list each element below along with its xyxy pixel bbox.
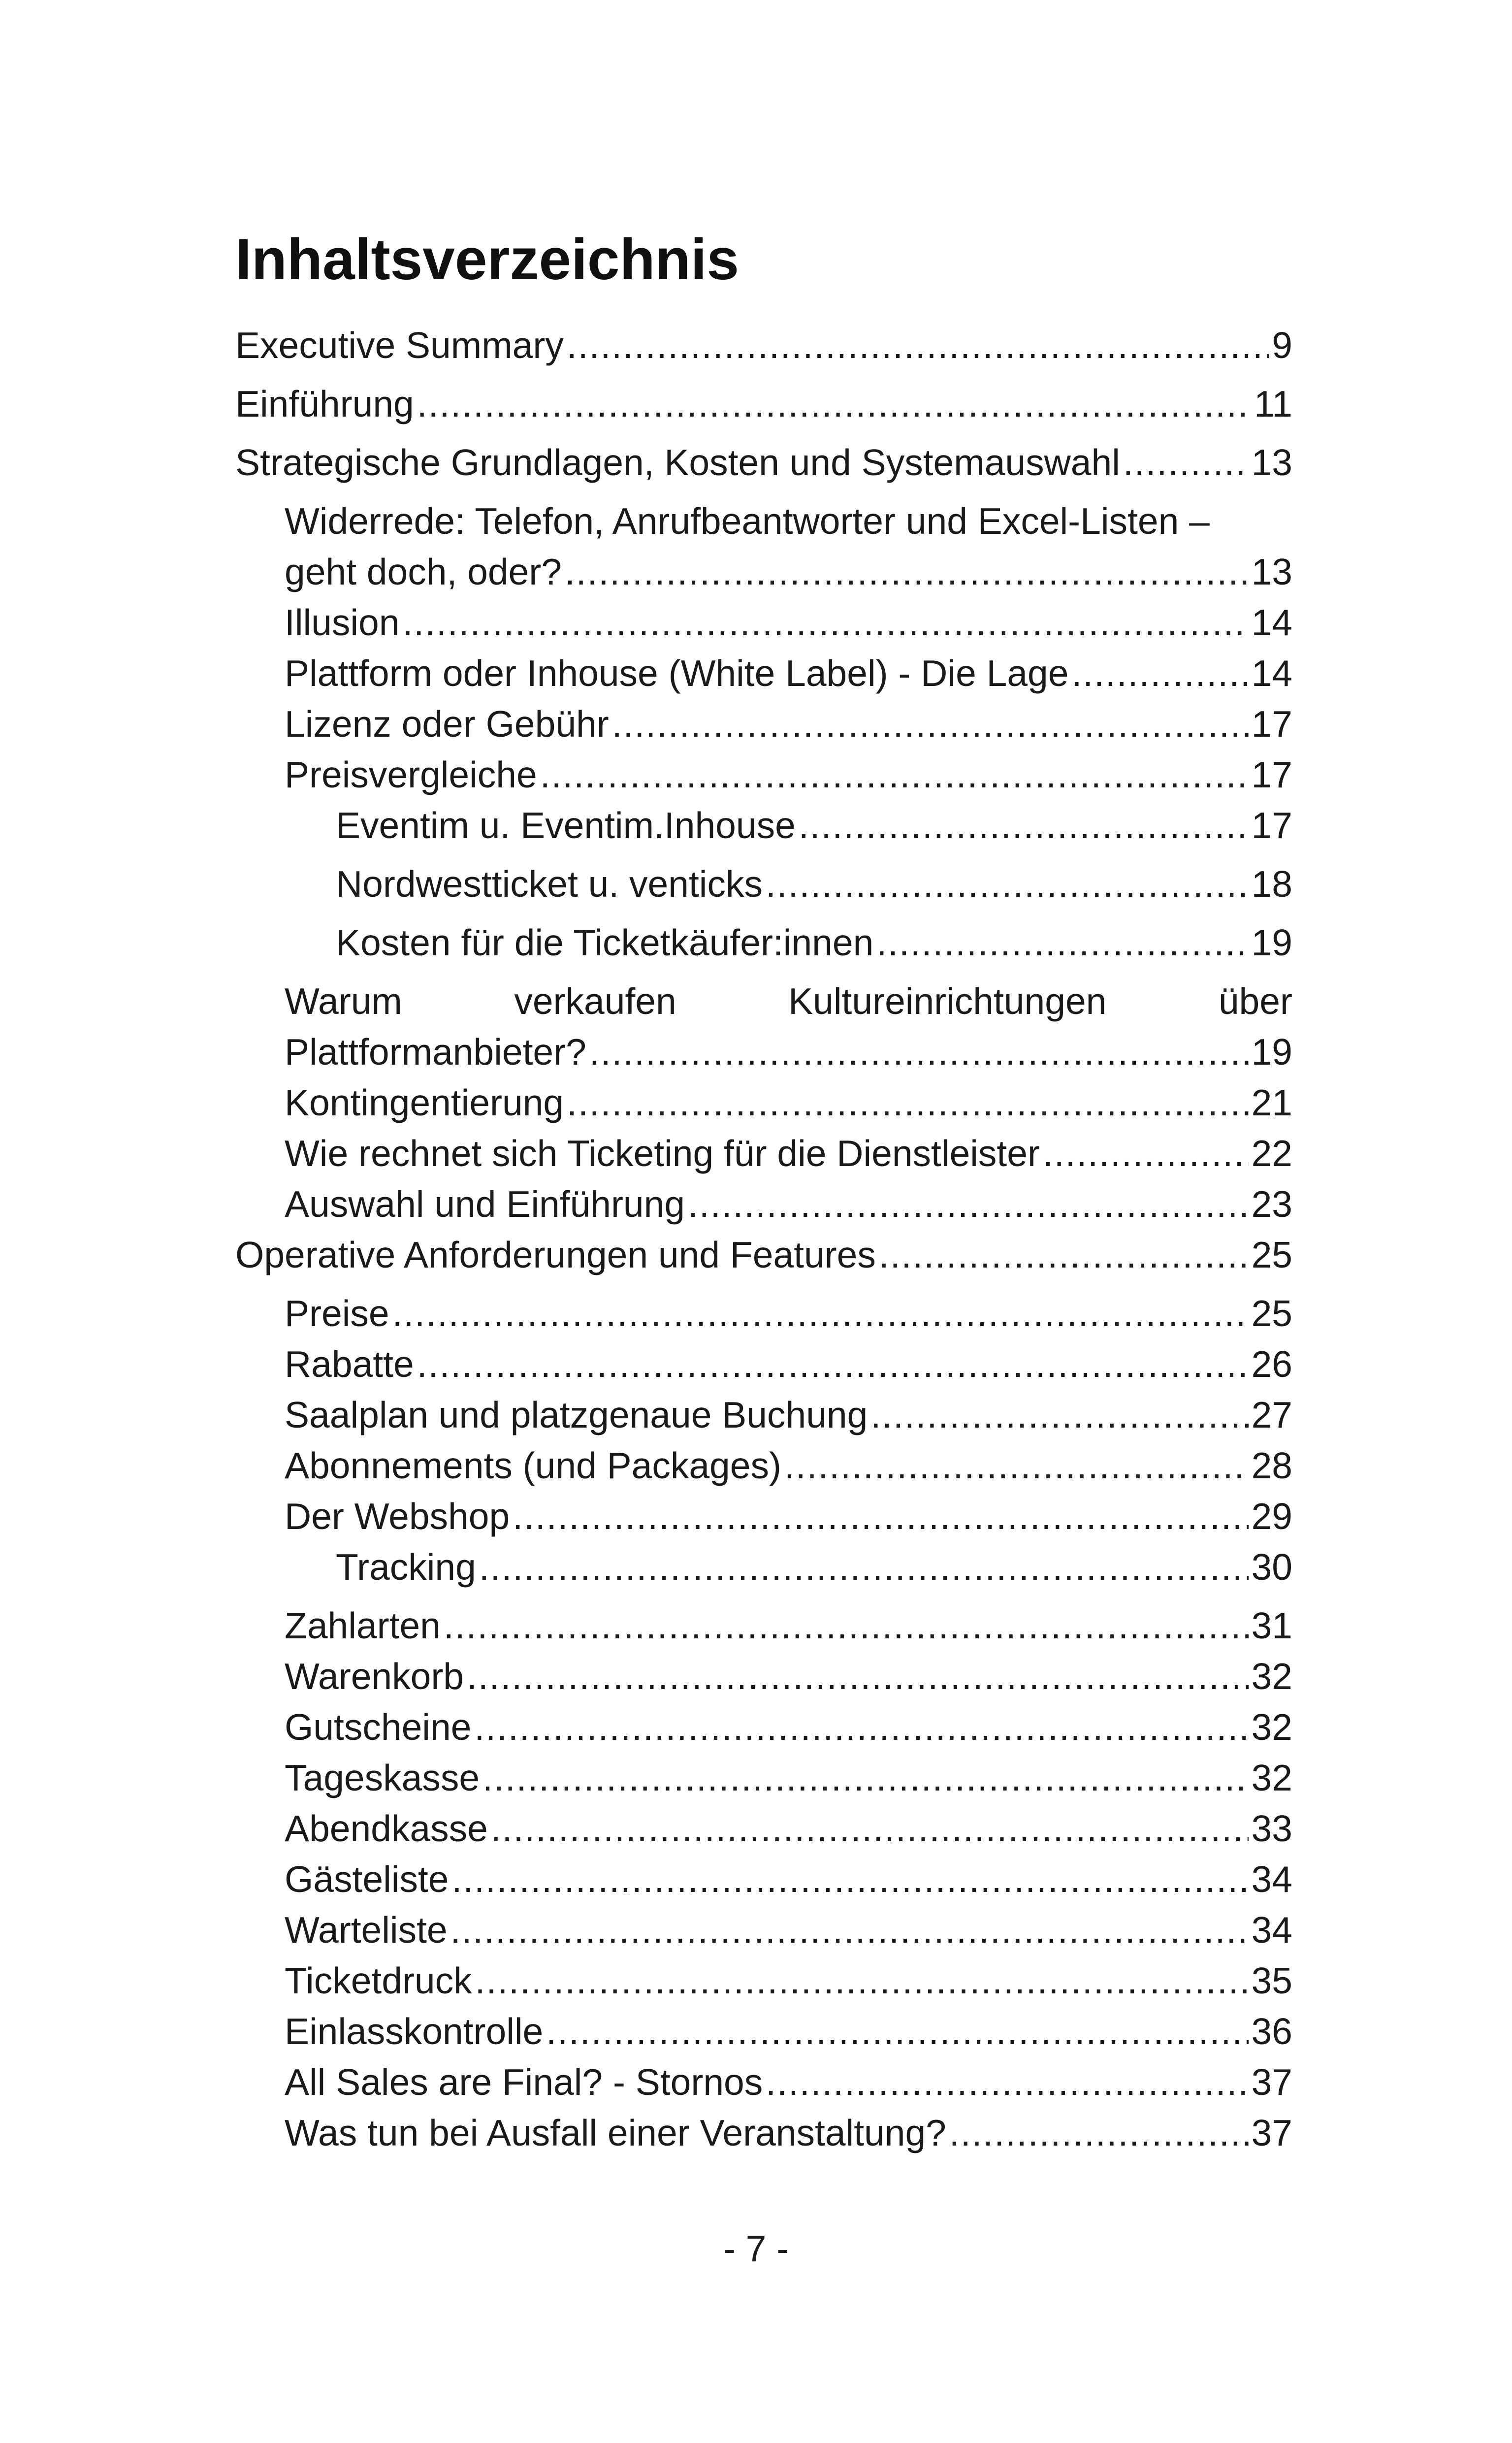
toc-entry[interactable] [285, 1179, 1292, 1230]
toc-entry-label: Abonnements (und Packages) [285, 1445, 781, 1486]
toc-entry-label: Gästeliste [285, 1858, 449, 1900]
toc-entry[interactable] [285, 1651, 1292, 1702]
toc-entry-page: 14 [1251, 652, 1292, 694]
dot-leader [766, 2057, 1248, 2108]
dot-leader [949, 2108, 1249, 2158]
dot-leader [1043, 1128, 1249, 1179]
toc-entry-page: 19 [1251, 1031, 1292, 1073]
toc-entry[interactable] [285, 699, 1292, 749]
dot-leader [513, 1491, 1248, 1542]
toc-entry-label: Rabatte [285, 1343, 414, 1385]
toc-entry[interactable] [285, 1803, 1292, 1854]
dot-leader [444, 1600, 1249, 1651]
dot-leader [450, 1905, 1249, 1955]
toc-entry[interactable] [235, 437, 1292, 488]
toc-entry-page: 13 [1251, 442, 1292, 483]
page-number: - 7 - [723, 2228, 789, 2269]
toc-entry[interactable] [285, 648, 1292, 699]
toc-entry-label: Zahlarten [285, 1605, 441, 1646]
toc-title: Inhaltsverzeichnis [235, 227, 740, 292]
toc-entry-page: 26 [1251, 1343, 1292, 1385]
toc-entry-page: 34 [1251, 1909, 1292, 1951]
toc-entry-label: Warteliste [285, 1909, 448, 1951]
toc-entry-page: 9 [1272, 325, 1292, 366]
dot-leader [1071, 648, 1248, 699]
toc-entry-page: 25 [1251, 1293, 1292, 1334]
toc-entry-wrapped-line[interactable]: Widerrede: Telefon, Anrufbeantworter und Excel-Listen – [285, 500, 1210, 542]
toc-entry-page: 17 [1251, 703, 1292, 745]
toc-entry-page: 19 [1251, 922, 1292, 963]
toc-entry-page: 22 [1251, 1133, 1292, 1174]
toc-entry[interactable] [285, 1339, 1292, 1390]
toc-entry-label: Preise [285, 1293, 389, 1334]
toc-entry[interactable] [285, 1128, 1292, 1179]
dot-leader [589, 1027, 1249, 1077]
toc-entry-page: 14 [1251, 602, 1292, 643]
toc-entry[interactable] [336, 800, 1292, 851]
toc-entry-label: Was tun bei Ausfall einer Veranstaltung? [285, 2112, 946, 2153]
toc-entry[interactable] [285, 1955, 1292, 2006]
toc-entry-page: 28 [1251, 1445, 1292, 1486]
toc-entry-page: 17 [1251, 754, 1292, 795]
toc-entry[interactable] [235, 320, 1292, 371]
toc-entry-page: 23 [1251, 1183, 1292, 1225]
toc-entry-page: 37 [1251, 2112, 1292, 2153]
toc-entry-label: Operative Anforderungen und Features [235, 1234, 876, 1275]
toc-entry[interactable] [285, 1854, 1292, 1905]
toc-entry[interactable] [235, 1230, 1292, 1280]
toc-entry-label: Executive Summary [235, 325, 564, 366]
toc-entry-word: Warum [285, 980, 402, 1022]
toc-entry-label: Eventim u. Eventim.Inhouse [336, 805, 796, 846]
dot-leader [491, 1803, 1249, 1854]
toc-entry-label: Saalplan und platzgenaue Buchung [285, 1394, 868, 1435]
toc-entry-label: Abendkasse [285, 1808, 488, 1849]
toc-entry-page: 36 [1251, 2011, 1292, 2052]
dot-leader [1123, 437, 1249, 488]
dot-leader [451, 1854, 1248, 1905]
dot-leader [483, 1753, 1249, 1803]
toc-entry-label: Einführung [235, 383, 414, 424]
toc-entry-label: Gutscheine [285, 1706, 472, 1748]
toc-entry[interactable] [285, 1702, 1292, 1753]
toc-entry-label: All Sales are Final? - Stornos [285, 2061, 763, 2103]
dot-leader [870, 1390, 1248, 1440]
toc-entry[interactable] [285, 1905, 1292, 1955]
toc-entry[interactable] [285, 1491, 1292, 1542]
toc-entry[interactable] [285, 597, 1292, 648]
toc-entry-page: 37 [1251, 2061, 1292, 2103]
toc-entry-page: 13 [1251, 551, 1292, 592]
toc-entry-page: 32 [1251, 1656, 1292, 1697]
dot-leader [540, 749, 1249, 800]
toc-entry-label: Wie rechnet sich Ticketing für die Dienstleister [285, 1133, 1040, 1174]
toc-entry[interactable] [285, 1027, 1292, 1077]
toc-entry-page: 17 [1251, 805, 1292, 846]
dot-leader [567, 1077, 1248, 1128]
toc-entry-label: Plattformanbieter? [285, 1031, 586, 1073]
toc-entry-word: über [1218, 980, 1292, 1022]
dot-leader [479, 1542, 1249, 1593]
toc-entry-label: Kontingentierung [285, 1082, 564, 1123]
dot-leader [392, 1288, 1249, 1339]
toc-entry-page: 30 [1251, 1546, 1292, 1588]
toc-entry-page: 31 [1251, 1605, 1292, 1646]
dot-leader [688, 1179, 1249, 1230]
dot-leader [475, 1955, 1249, 2006]
dot-leader [417, 1339, 1249, 1390]
toc-entry-label: Warenkorb [285, 1656, 464, 1697]
toc-entry-word: verkaufen [514, 980, 676, 1022]
toc-entry[interactable] [285, 2108, 1292, 2158]
toc-entry-page: 33 [1251, 1808, 1292, 1849]
dot-leader [879, 1230, 1249, 1280]
toc-entry-page: 11 [1254, 383, 1292, 424]
toc-entry[interactable] [285, 1600, 1292, 1651]
toc-entry-label: Auswahl und Einführung [285, 1183, 685, 1225]
toc-entry-label: Plattform oder Inhouse (White Label) - Die Lage [285, 652, 1069, 694]
toc-entry-word: Kultureinrichtungen [788, 980, 1107, 1022]
toc-entry-page: 32 [1251, 1757, 1292, 1798]
toc-entry-page: 34 [1251, 1858, 1292, 1900]
toc-entry-wrapped-line[interactable] [285, 976, 1292, 1027]
toc-entry-label: Tageskasse [285, 1757, 480, 1798]
toc-entry-label: Tracking [336, 1546, 476, 1588]
dot-leader [417, 379, 1251, 429]
dot-leader [799, 800, 1249, 851]
toc-entry[interactable] [285, 2057, 1292, 2108]
toc-entry-page: 35 [1251, 1960, 1292, 2001]
toc-entry-page: 29 [1251, 1496, 1292, 1537]
toc-entry-page: 32 [1251, 1706, 1292, 1748]
toc-entry-label: Preisvergleiche [285, 754, 537, 795]
toc-entry-label: Nordwestticket u. venticks [336, 863, 763, 905]
toc-entry[interactable] [336, 917, 1292, 968]
dot-leader [402, 597, 1248, 648]
toc-entry[interactable] [336, 859, 1292, 910]
dot-leader [546, 2006, 1248, 2057]
dot-leader [612, 699, 1249, 749]
dot-leader [474, 1702, 1248, 1753]
toc-entry-page: 27 [1251, 1394, 1292, 1435]
dot-leader [876, 917, 1248, 968]
toc-entry-page: 18 [1251, 863, 1292, 905]
toc-entry[interactable] [285, 1077, 1292, 1128]
toc-entry-label: geht doch, oder? [285, 551, 562, 592]
toc-entry[interactable] [285, 1440, 1292, 1491]
toc-entry[interactable] [285, 1288, 1292, 1339]
toc-entry-label: Kosten für die Ticketkäufer:innen [336, 922, 874, 963]
toc-entry-page: 25 [1251, 1234, 1292, 1275]
toc-entry[interactable] [285, 749, 1292, 800]
toc-entry-label: Einlasskontrolle [285, 2011, 544, 2052]
toc-entry-label: Illusion [285, 602, 400, 643]
dot-leader [766, 859, 1249, 910]
toc-entry[interactable] [285, 547, 1292, 597]
toc-entry[interactable] [336, 1542, 1292, 1593]
toc-entry[interactable] [285, 1753, 1292, 1803]
dot-leader [567, 320, 1269, 371]
toc-entry[interactable] [285, 1390, 1292, 1440]
toc-entry-label: Der Webshop [285, 1496, 510, 1537]
toc-entry-label: Lizenz oder Gebühr [285, 703, 609, 745]
toc-entry[interactable] [285, 2006, 1292, 2057]
toc-entry-page: 21 [1251, 1082, 1292, 1123]
toc-entry[interactable] [235, 379, 1292, 429]
toc-entry-label: Ticketdruck [285, 1960, 472, 2001]
dot-leader [784, 1440, 1249, 1491]
dot-leader [565, 547, 1249, 597]
dot-leader [467, 1651, 1249, 1702]
toc-entry-label: Strategische Grundlagen, Kosten und Systemauswahl [235, 442, 1120, 483]
